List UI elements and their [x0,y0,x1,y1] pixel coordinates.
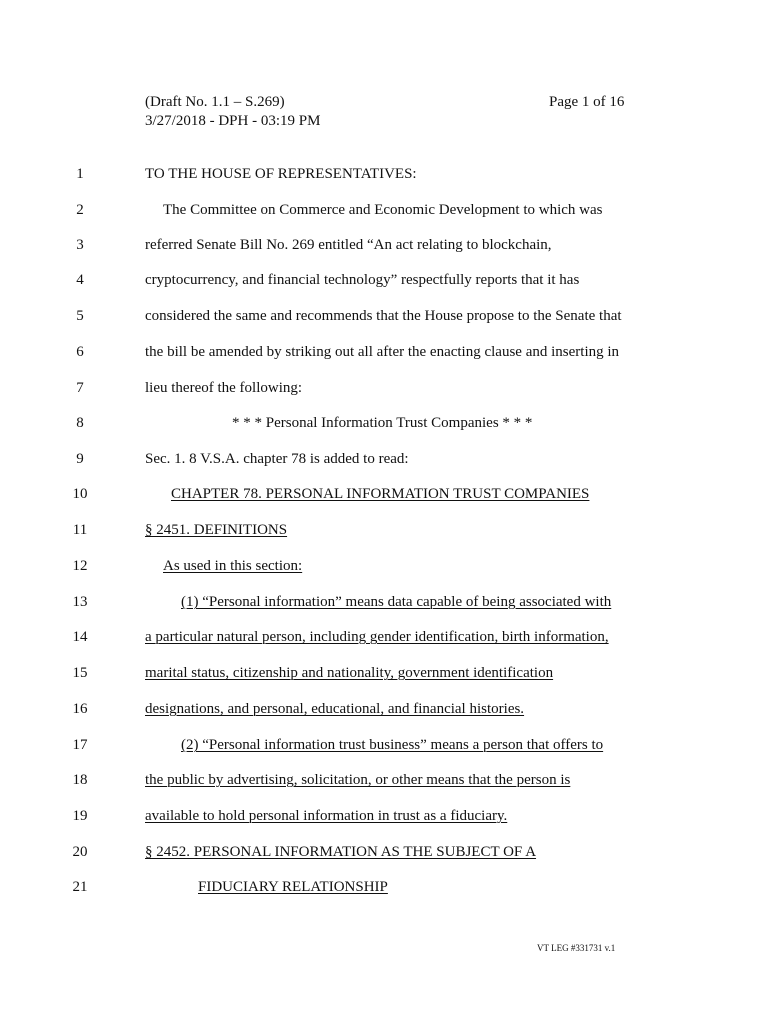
numbered-line [0,199,770,221]
line-number: 14 [72,629,88,645]
line-text: designations, and personal, educational, and financial histories. [145,701,525,717]
line-text: available to hold personal information in trust as a fiduciary. [145,808,508,824]
numbered-line [0,163,770,185]
section-heading: § 2452. PERSONAL INFORMATION AS THE SUBJECT OF A [145,844,537,860]
numbered-line [0,305,770,327]
line-number: 7 [76,380,84,396]
numbered-line [0,734,770,756]
line-number: 10 [72,486,88,502]
numbered-line [0,876,770,898]
draft-number: (Draft No. 1.1 – S.269) [145,94,285,110]
line-number: 16 [72,701,88,717]
numbered-line [0,234,770,256]
line-number: 12 [72,558,88,574]
line-text: the public by advertising, solicitation, or other means that the person is [145,772,571,788]
document-footer: VT LEG #331731 v.1 [537,943,616,953]
line-text: As used in this section: [163,558,303,574]
section-divider-heading: * * * Personal Information Trust Companies * * * [232,415,533,431]
line-text: the bill be amended by striking out all after the enacting clause and inserting in [145,344,620,360]
line-text: lieu thereof the following: [145,380,303,396]
line-number: 1 [76,166,84,182]
numbered-line [0,626,770,648]
line-number: 2 [76,202,84,218]
numbered-line [0,769,770,791]
numbered-line [0,483,770,505]
numbered-line [0,662,770,684]
line-text: cryptocurrency, and financial technology” respectfully reports that it has [145,272,580,288]
line-number: 19 [72,808,88,824]
line-number: 9 [76,451,84,467]
line-number: 18 [72,772,88,788]
line-text: marital status, citizenship and nationality, government identification [145,665,554,681]
numbered-line [0,448,770,470]
line-number: 13 [72,594,88,610]
page-indicator: Page 1 of 16 [549,94,625,110]
line-number: 4 [76,272,84,288]
line-text: considered the same and recommends that the House propose to the Senate that [145,308,622,324]
line-number: 8 [76,415,84,431]
draft-date: 3/27/2018 - DPH - 03:19 PM [145,113,321,129]
numbered-line [0,519,770,541]
line-text: (1) “Personal information” means data capable of being associated with [181,594,612,610]
line-number: 17 [72,737,88,753]
line-number: 20 [72,844,88,860]
line-number: 11 [72,522,88,538]
numbered-line [0,591,770,613]
numbered-line [0,377,770,399]
chapter-heading: CHAPTER 78. PERSONAL INFORMATION TRUST COMPANIES [171,486,590,502]
line-number: 3 [76,237,84,253]
line-text: TO THE HOUSE OF REPRESENTATIVES: [145,166,417,182]
line-text: a particular natural person, including gender identification, birth information, [145,629,609,645]
numbered-line [0,269,770,291]
section-heading: § 2451. DEFINITIONS [145,522,288,538]
numbered-line [0,841,770,863]
line-number: 5 [76,308,84,324]
line-text: Sec. 1. 8 V.S.A. chapter 78 is added to read: [145,451,409,467]
numbered-line [0,698,770,720]
numbered-line [0,412,770,434]
section-heading-continued: FIDUCIARY RELATIONSHIP [198,879,388,895]
line-text: referred Senate Bill No. 269 entitled “An act relating to blockchain, [145,237,552,253]
line-number: 6 [76,344,84,360]
line-text: The Committee on Commerce and Economic Development to which was [163,202,603,218]
numbered-line [0,341,770,363]
line-number: 21 [72,879,88,895]
line-number: 15 [72,665,88,681]
numbered-line [0,805,770,827]
numbered-line [0,555,770,577]
line-text: (2) “Personal information trust business” means a person that offers to [181,737,604,753]
